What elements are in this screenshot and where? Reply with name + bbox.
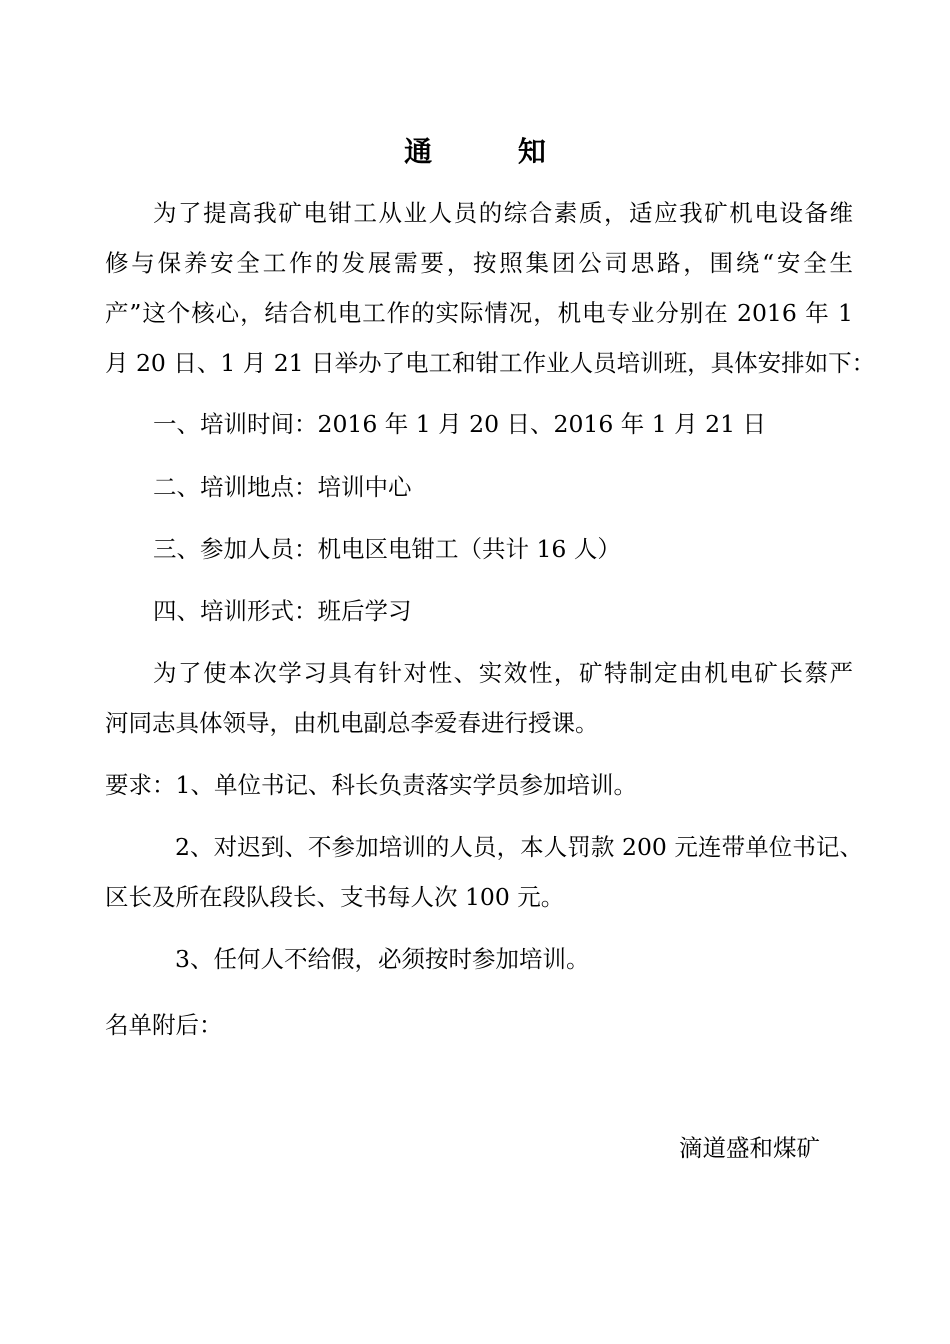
item-participants: 三、参加人员：机电区电钳工（共计 16 人）	[153, 535, 621, 563]
intro-line-1: 为了提高我矿电钳工从业人员的综合素质，适应我矿机电设备维	[153, 199, 853, 227]
document-title: 通 知	[404, 135, 584, 168]
list-note: 名单附后：	[105, 1011, 223, 1039]
purpose-line-1: 为了使本次学习具有针对性、实效性，矿特制定由机电矿长蔡严	[153, 659, 853, 687]
item-training-location: 二、培训地点：培训中心	[153, 473, 412, 501]
item-training-format: 四、培训形式：班后学习	[153, 597, 412, 625]
intro-line-2: 修与保养安全工作的发展需要，按照集团公司思路，围绕“安全生	[105, 249, 853, 277]
requirement-2-line-1: 2、对迟到、不参加培训的人员，本人罚款 200 元连带单位书记、	[175, 833, 863, 861]
intro-line-4: 月 20 日、1 月 21 日举办了电工和钳工作业人员培训班，具体安排如下：	[105, 349, 876, 377]
requirement-3: 3、任何人不给假，必须按时参加培训。	[175, 945, 590, 973]
item-training-time: 一、培训时间：2016 年 1 月 20 日、2016 年 1 月 21 日	[153, 410, 767, 438]
purpose-line-2: 河同志具体领导，由机电副总李爱春进行授课。	[105, 709, 599, 737]
requirement-2-line-2: 区长及所在段队段长、支书每人次 100 元。	[105, 883, 565, 911]
signature-organization: 滴道盛和煤矿	[679, 1134, 820, 1162]
intro-line-3: 产”这个核心，结合机电工作的实际情况，机电专业分别在 2016 年 1	[105, 299, 853, 327]
requirement-1: 要求：1、单位书记、科长负责落实学员参加培训。	[105, 771, 637, 799]
